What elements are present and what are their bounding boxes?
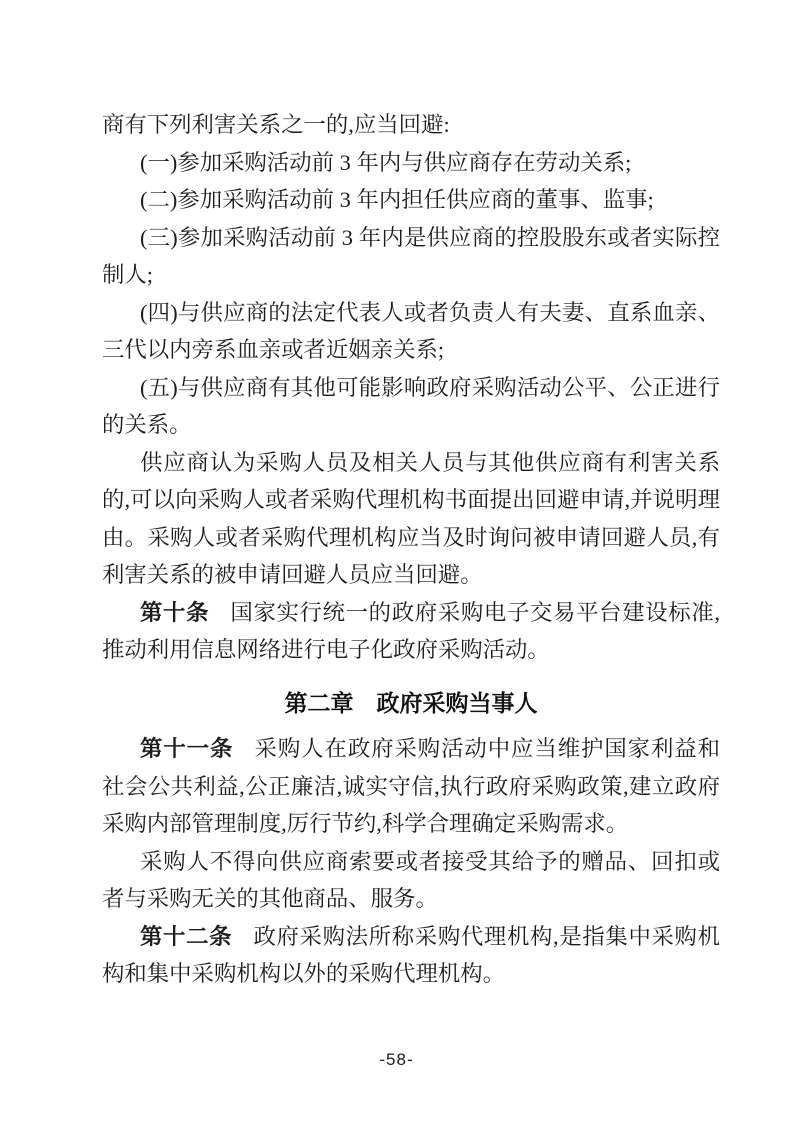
article-12-text: 政府采购法所称采购代理机构,是指集中采购机构和集中采购机构以外的采购代理机构。 (102, 923, 720, 986)
article-12 (102, 918, 720, 993)
list-item-3: (三)参加采购活动前 3 年内是供应商的控股股东或者实际控制人; (102, 224, 720, 287)
document-body (102, 106, 720, 993)
article-12-label: 第十二条 (140, 923, 233, 949)
article-10-label: 第十条 (140, 599, 210, 625)
page-footer (0, 1048, 793, 1072)
paragraph-continuation: 商有下列利害关系之一的,应当回避: (102, 112, 450, 137)
list-item-2: (二)参加采购活动前 3 年内担任供应商的董事、监事; (140, 187, 654, 212)
list-item-4: (四)与供应商的法定代表人或者负责人有夫妻、直系血亲、三代以内旁系血亲或者近姻亲关系; (102, 299, 720, 362)
paragraph-no-gifts: 采购人不得向供应商索要或者接受其给予的赠品、回扣或者与采购无关的其他商品、服务。 (102, 848, 720, 911)
article-11-text: 采购人在政府采购活动中应当维护国家利益和社会公共利益,公正廉洁,诚实守信,执行政府采购政策,建立政府采购内部管理制度,厉行节约,科学合理确定采购需求。 (102, 736, 721, 836)
list-item-5: (五)与供应商有其他可能影响政府采购活动公平、公正进行的关系。 (102, 374, 720, 437)
article-10 (102, 594, 720, 669)
paragraph-avoidance-request: 供应商认为采购人员及相关人员与其他供应商有利害关系的,可以向采购人或者采购代理机构书面提出回避申请,并说明理由。采购人或者采购代理机构应当及时询问被申请回避人员,有利害关系的被申请回避人员应当回避。 (102, 449, 720, 587)
article-10-text: 国家实行统一的政府采购电子交易平台建设标准,推动利用信息网络进行电子化政府采购活动。 (102, 599, 720, 662)
article-11 (102, 730, 720, 843)
chapter-2-heading: 第二章 政府采购当事人 (284, 689, 538, 716)
article-11-label: 第十一条 (140, 736, 234, 761)
page-number: -58- (379, 1050, 414, 1069)
list-item-1: (一)参加采购活动前 3 年内与供应商存在劳动关系; (140, 149, 632, 175)
